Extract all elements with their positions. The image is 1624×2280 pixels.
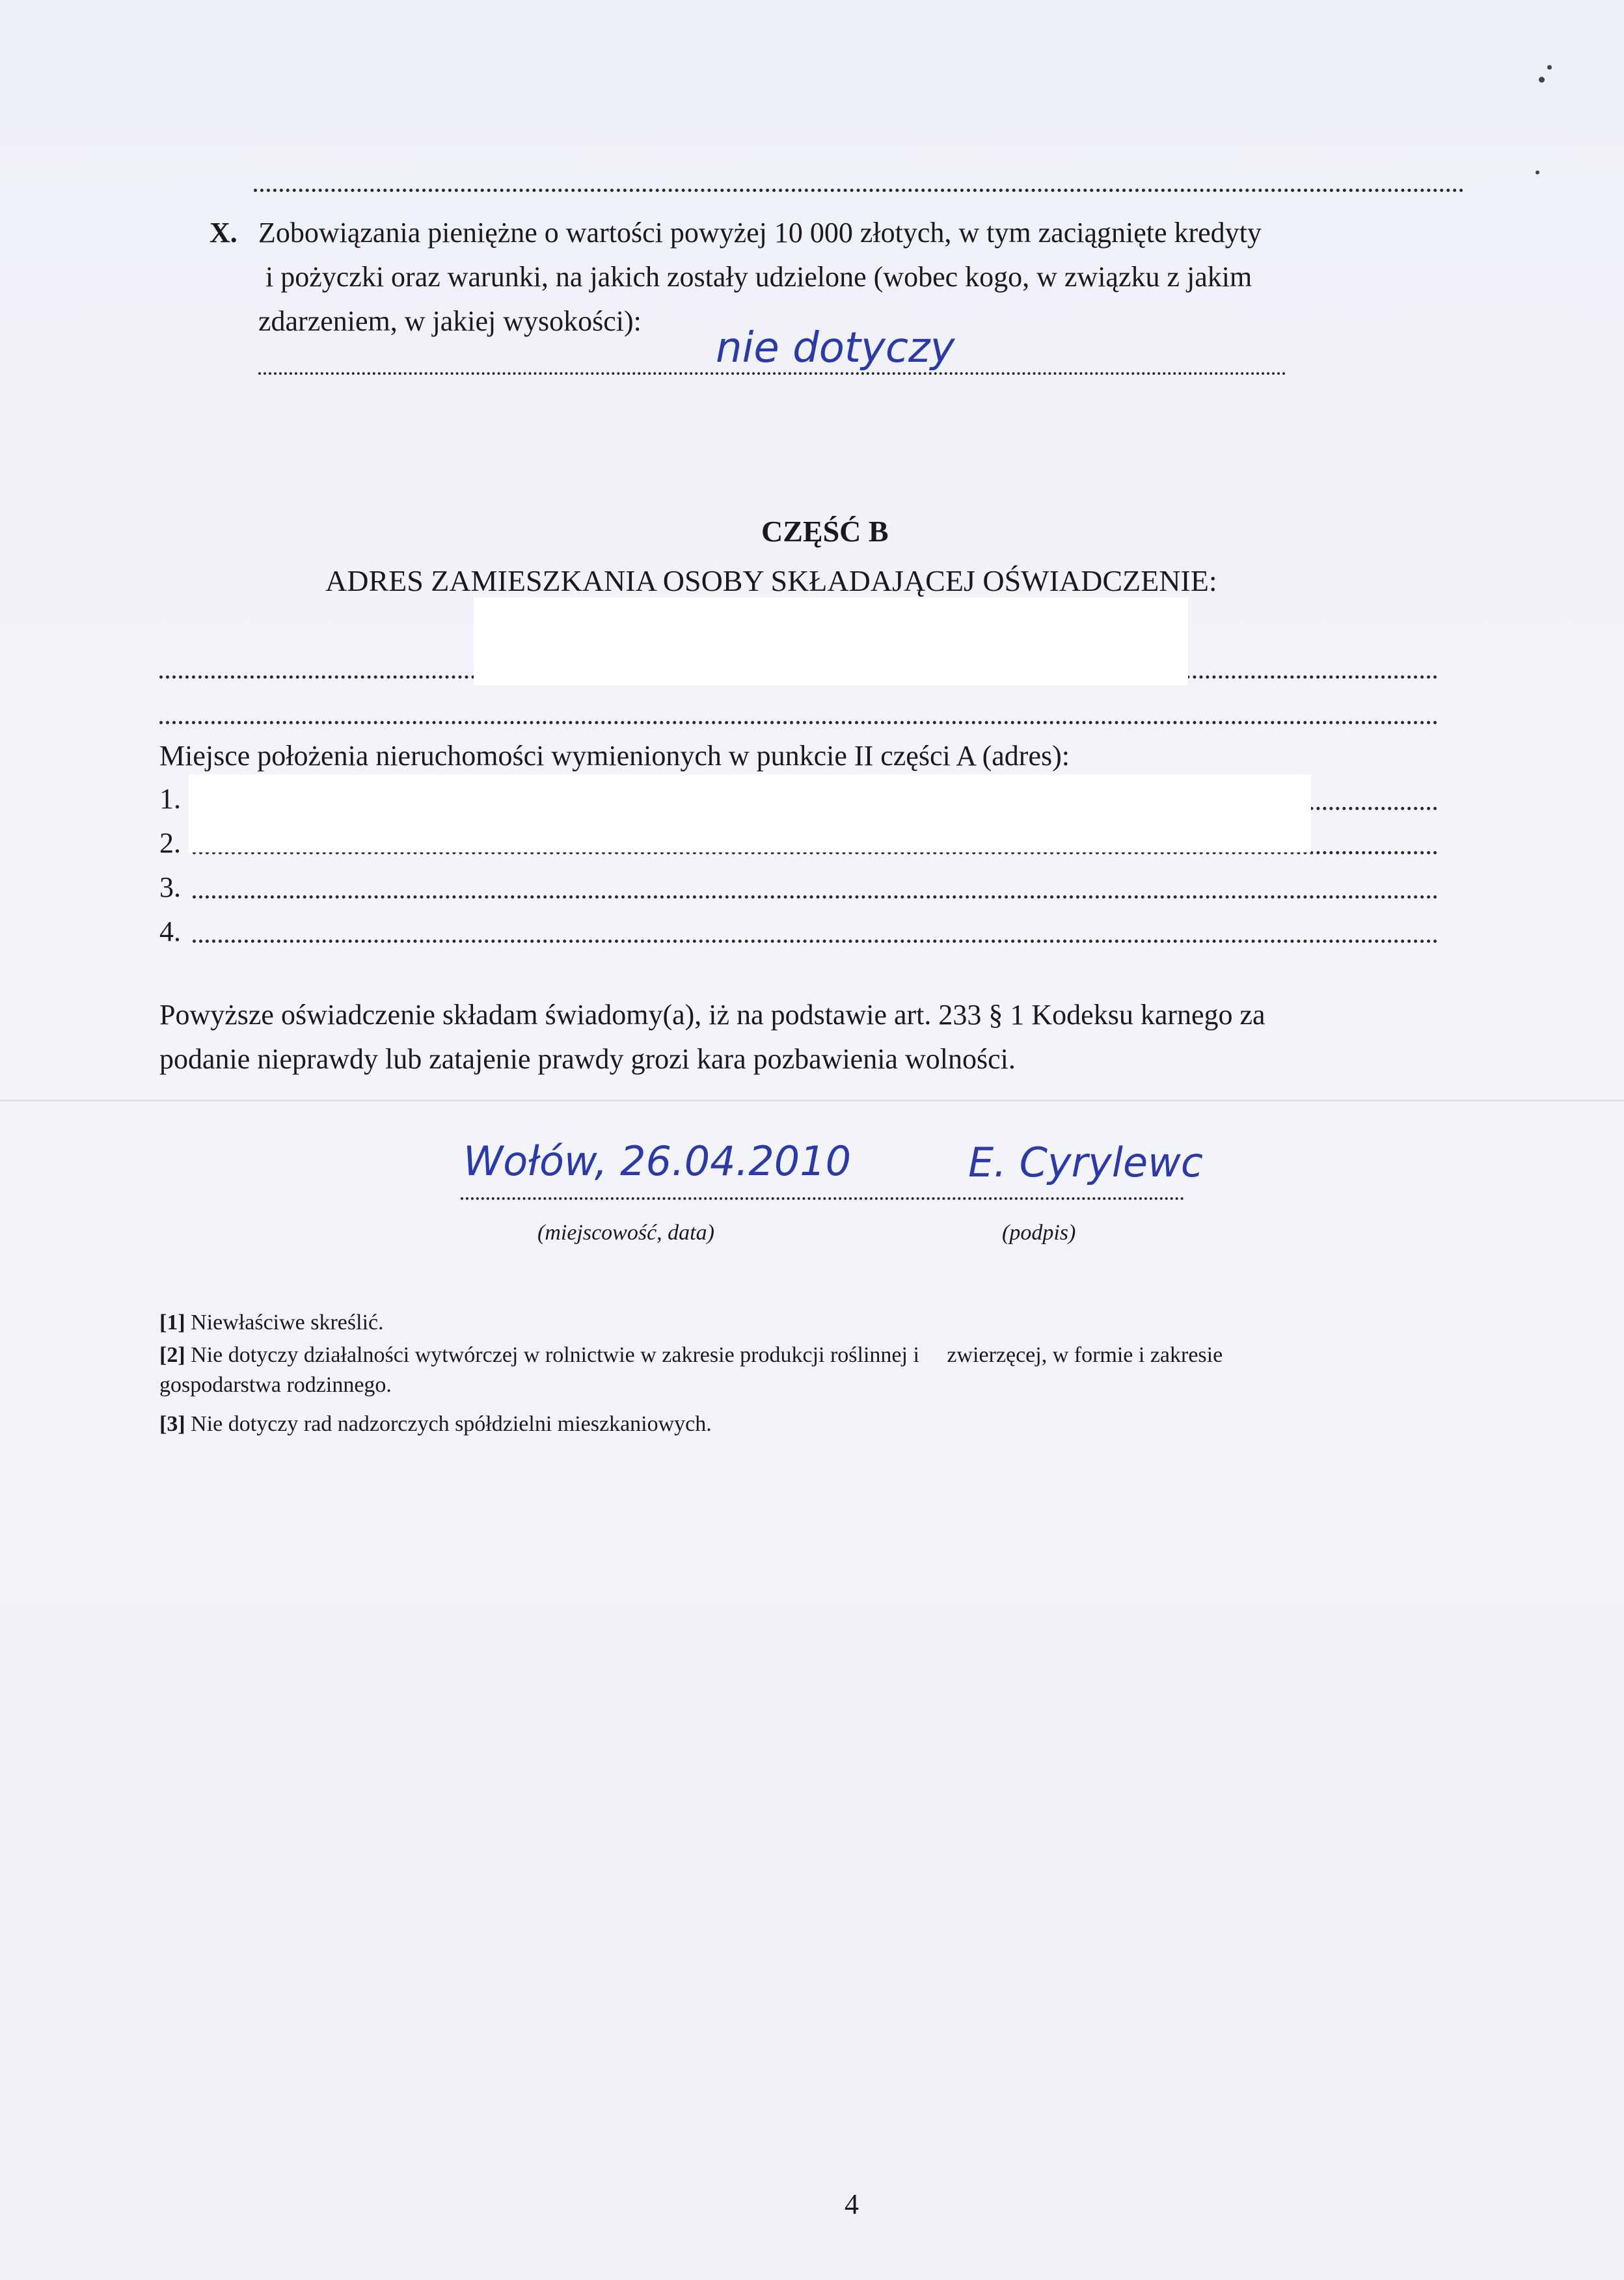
section-x-line-3: zdarzeniem, w jakiej wysokości): xyxy=(258,305,642,337)
footnote-2-continuation: gospodarstwa rodzinnego. xyxy=(159,1373,392,1397)
footnote-number: [1] xyxy=(159,1310,185,1335)
dotted-line xyxy=(254,189,1464,192)
section-x-line-2: i pożyczki oraz warunki, na jakich zostały udzielone (wobec kogo, w związku z jakim xyxy=(265,261,1252,293)
signature-dotted-line xyxy=(461,1197,1184,1200)
scan-speck xyxy=(1547,65,1552,70)
footnote-2 xyxy=(159,1343,1223,1368)
property-item-number: 4. xyxy=(159,916,181,947)
footnote-text: Niewłaściwe skreślić. xyxy=(191,1310,384,1335)
handwritten-signature: E. Cyrylewc xyxy=(968,1139,1203,1186)
redacted-address xyxy=(474,597,1188,685)
page-number: 4 xyxy=(845,2188,859,2220)
property-item-number: 3. xyxy=(159,871,181,903)
place-date-caption: (miejscowość, data) xyxy=(537,1221,714,1245)
part-b-title: CZĘŚĆ B xyxy=(761,515,889,548)
statement-line-1: Powyższe oświadczenie składam świadomy(a), iż na podstawie art. 233 § 1 Kodeksu karnego za xyxy=(159,999,1265,1031)
property-line-4 xyxy=(193,940,1438,943)
footnote-text: Nie dotyczy rad nadzorczych spółdzielni mieszkaniowych. xyxy=(191,1412,712,1436)
redacted-property-address xyxy=(189,774,1311,852)
handwritten-place-date: Wołów, 26.04.2010 xyxy=(463,1137,852,1185)
footnote-text: Nie dotyczy działalności wytwórczej w rolnictwie w zakresie produkcji roślinnej i zwierzęcej, w formie i zakresie xyxy=(191,1343,1223,1367)
statement-line-2: podanie nieprawdy lub zatajenie prawdy grozi kara pozbawienia wolności. xyxy=(159,1043,1016,1075)
footnote-3 xyxy=(159,1412,712,1437)
property-item-number: 1. xyxy=(159,783,181,815)
footnote-number: [2] xyxy=(159,1343,185,1367)
part-b-subtitle: ADRES ZAMIESZKANIA OSOBY SKŁADAJĄCEJ OŚWIADCZENIE: xyxy=(325,564,1217,597)
section-x-label: X. xyxy=(210,217,237,249)
answer-dotted-line xyxy=(258,372,1286,375)
handwritten-answer: nie dotyczy xyxy=(716,324,955,372)
address-dotted-line-2 xyxy=(159,721,1438,724)
section-x-line-1: Zobowiązania pieniężne o wartości powyżej 10 000 złotych, w tym zaciągnięte kredyty xyxy=(258,217,1262,249)
scan-speck xyxy=(1536,170,1539,174)
footnote-number: [3] xyxy=(159,1412,185,1436)
signature-caption: (podpis) xyxy=(1002,1221,1076,1245)
property-location-label: Miejsce położenia nieruchomości wymienionych w punkcie II części A (adres): xyxy=(159,740,1070,772)
paper-fold-line xyxy=(0,1100,1624,1102)
property-item-number: 2. xyxy=(159,827,181,859)
footnote-1 xyxy=(159,1310,384,1335)
property-line-3 xyxy=(193,895,1438,899)
scan-speck xyxy=(1539,77,1545,83)
